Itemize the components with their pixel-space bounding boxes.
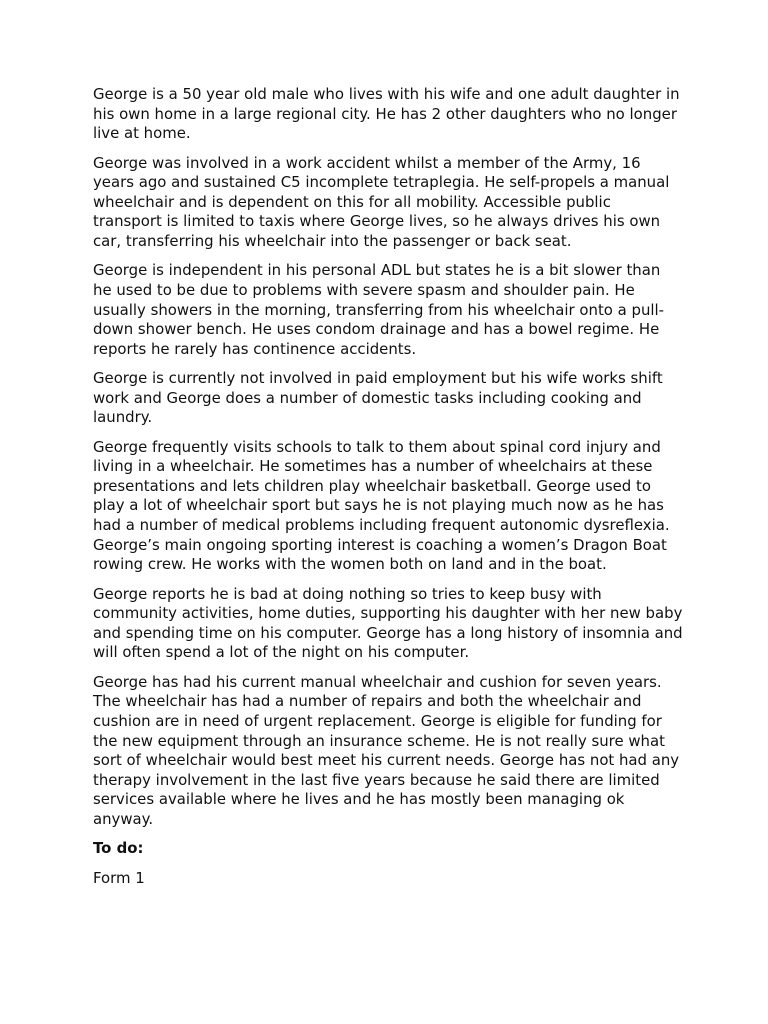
paragraph-community-sport: George frequently visits schools to talk to them about spinal cord injury and living in a wheelchair. He sometimes has a number of wheelchairs at these presentations and lets children play wheelchair basketball. George used to play a lot of wheelchair sport but says he is not playing much now as he has had a number of medical problems including frequent autonomic dysreflexia. George’s main ongoing sporting interest is coaching a women’s Dragon Boat rowing crew. He works with the women both on land and in the boat. [93,437,670,574]
todo-heading: To do: [93,839,144,858]
document-page [93,85,683,898]
paragraph-equipment: George has had his current manual wheelchair and cushion for seven years. The wheelchair has had a number of repairs and both the wheelchair and cushion are in need of urgent replacement. George is eligible for funding for the new equipment through an insurance scheme. He is not really sure what sort of wheelchair would best meet his current needs. George has not had any therapy involvement in the last five years because he said there are limited services available where he lives and he has mostly been managing ok anyway. [93,672,680,828]
paragraph-activities-sleep: George reports he is bad at doing nothing so tries to keep busy with community activities, home duties, supporting his daughter with her new baby and spending time on his computer. George has a long history of insomnia and will often spend a lot of the night on his computer. [93,584,683,662]
paragraph-employment: George is currently not involved in paid employment but his wife works shift work and George does a number of domestic tasks including cooking and laundry. [93,369,663,427]
paragraph-injury-history: George was involved in a work accident whilst a member of the Army, 16 years ago and sustained C5 incomplete tetraplegia. He self-propels a manual wheelchair and is dependent on this for all mobility. Accessible public transport is limited to taxis where George lives, so he always drives his own car, transferring his wheelchair into the passenger or back seat. [93,153,670,250]
paragraph-household: George is a 50 year old male who lives with his wife and one adult daughter in his own home in a large regional city. He has 2 other daughters who no longer live at home. [93,85,680,143]
todo-item: Form 1 [93,868,145,887]
paragraph-personal-adl: George is independent in his personal ADL but states he is a bit slower than he used to be due to problems with severe spasm and shoulder pain. He usually showers in the morning, transferring from his wheelchair onto a pull-down shower bench. He uses condom drainage and has a bowel regime. He reports he rarely has continence accidents. [93,261,665,358]
